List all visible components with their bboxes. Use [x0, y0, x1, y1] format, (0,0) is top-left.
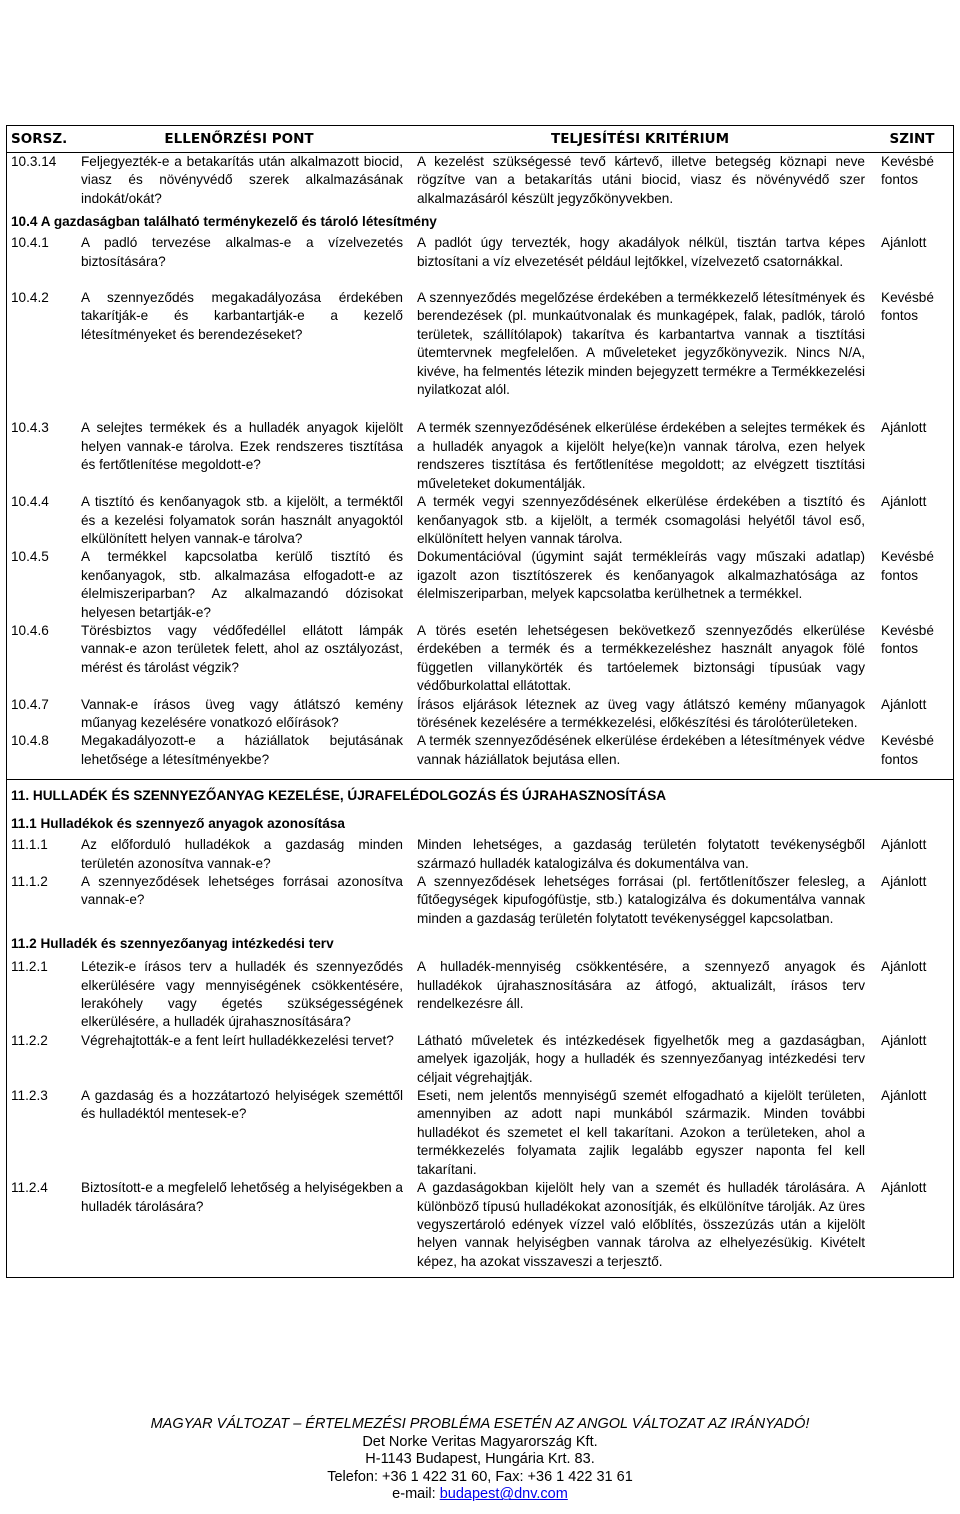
level-text: Kevésbé fontos	[881, 549, 934, 583]
column-header-number: SORSZ.	[11, 131, 68, 147]
control-point-text: A termékkel kapcsolatba kerülő tisztító és kenőanyagok, stb. alkalmazása elfogadott-e az élelmiszeriparban? Az alkalmazandó dózisokat helyesen betartják-e?	[81, 549, 403, 620]
header-middle-line: MAGYAR VERZIÓ	[421, 56, 579, 77]
table-row	[7, 873, 953, 928]
table-row	[7, 836, 953, 873]
row-number: 10.4.5	[11, 549, 49, 565]
header-left	[36, 4, 336, 79]
table-row	[7, 493, 953, 548]
criterion-text: A gazdaságokban kijelölt hely van a szemét és hulladék tárolására. A különböző típusú hulladékokat azonosítják, és elkülönítve tárolják. Az üres vegyszertároló edények vízzel való előblítés, összezúzás után a kijelölt helyen vannak helyiségben vannak tárolva az elhelyezésükig. Kivételt képez, ha azokat visszaveszi a terjesztő.	[417, 1180, 865, 1269]
rows-group	[7, 234, 953, 769]
criterion-text: A törés esetén lehetségesen bekövetkező szennyeződés elkerülése érdekében a termék és a termékkezeléshez használt anyagok fölé független villanykörték és tartóelemek biztonsági típusúak vagy védőburkolattal ellátottak.	[417, 622, 865, 694]
row-number: 10.4.7	[11, 696, 49, 712]
level-text: Ajánlott	[881, 235, 927, 251]
table-row	[7, 1087, 953, 1179]
rows-group	[7, 836, 953, 928]
header-left-line: Magyar fordítás. Készült a	[36, 6, 239, 27]
table-header	[7, 126, 953, 153]
footer-phone: Telefon: +36 1 422 31 60, Fax: +36 1 422 31 61	[327, 1468, 633, 1485]
row-number: 10.4.6	[11, 622, 49, 638]
criterion-text: Dokumentációval (úgymint saját termékleírás vagy műszaki adatlap) igazolt azon tisztítószerek és kenőanyagok alkalmazhatósága az élelmiszeriparban, melyek kapcsolatba kerülhetnek a termékkel.	[417, 549, 865, 602]
level-text: Ajánlott	[881, 1180, 927, 1196]
rows-group	[7, 958, 953, 1271]
level-text: Ajánlott	[881, 420, 927, 436]
header-right-line: Hivatkozási szám: FP 2.0 CP	[743, 5, 937, 22]
control-point-text: Vannak-e írásos üveg vagy átlátszó kemény műanyag kezelésére vonatkozó előírások?	[81, 696, 403, 730]
table-row	[7, 289, 953, 399]
criterion-text: Látható műveletek és intézkedések figyelhetők meg a gazdaságban, amelyek igazolják, hogy a hulladék és szennyezőanyag intézkedési terv céljait végrehajtják.	[417, 1032, 865, 1085]
header-right	[720, 4, 960, 85]
criterion-text: A szennyeződés megelőzése érdekében a termékkezelő létesítmények és berendezések (pl. munkaútvonalak és munkagépek, falak, padlók, tároló területek, szállítólapok) takarítva és karbantartva vannak a tisztítási ütemtervnek megfelelően. A műveleteket jegyzőkönyvezik. Nincs N/A, kivéve, ha felmentés létezik minden bejegyzett termékre a Termékkezelési nyilatkozat alól.	[417, 290, 865, 398]
criterion-text: A kezelést szükségessé tevő kártevő, illetve betegség köznapi neve rögzítve van a betakarítás utáni biocid, viasz és növényvédő szer alkalmazásáról készült jegyzőkönyvekben.	[417, 154, 865, 206]
footer-company: Det Norke Veritas Magyarország Kft.	[362, 1433, 598, 1450]
criterion-text: A termék vegyi szennyeződésének elkerülése érdekében a tisztító és kenőanyagok stb. a kijelölt, a termék csomagolási helyétől távol eső, elkülönített helyen vannak tárolva.	[417, 494, 865, 546]
table-row	[7, 548, 953, 622]
criterion-text: Minden lehetséges, a gazdaság területén folytatott tevékenységből származó hulladék katalogizálva és dokumentálva van.	[417, 837, 865, 871]
criterion-text: A padlót úgy tervezték, hogy akadályok nélkül, tisztán tartva képes biztosítani a víz elvezetését például lejtőkkel, vízelvezető csatornákkal.	[417, 235, 865, 269]
row-number: 11.1.2	[11, 874, 48, 889]
header-middle	[350, 4, 650, 79]
header-middle-line: ÉS MEGFELELŐSÉGI KRITÉRIUMOK	[377, 21, 623, 37]
level-text: Ajánlott	[881, 874, 927, 889]
page-footer	[0, 1416, 960, 1504]
footer-email-line	[0, 1486, 960, 1504]
header-middle-line: ELLENŐRZÉSI PONTOK	[413, 4, 587, 21]
table-row	[7, 958, 953, 1032]
row-number: 10.4.1	[11, 235, 49, 251]
control-point-text: Létezik-e írásos terv a hulladék és szennyeződés elkerülésére vagy mennyiségének csökkentésére, lerakóhely vagy égetés szükségességének elkerülésére, a hulladék újrahasznosítására?	[81, 959, 403, 1030]
table-row	[7, 419, 953, 493]
level-text: Kevésbé fontos	[881, 733, 934, 767]
control-point-text: A padló tervezése alkalmas-e a vízelvezetés biztosítására?	[81, 235, 403, 269]
control-point-text: A gazdaság és a hozzátartozó helyiségek szeméttől és hulladéktól mentesek-e?	[81, 1088, 403, 1122]
row-number: 11.2.4	[11, 1180, 48, 1196]
subsection-heading: 11.1 Hulladékok és szennyező anyagok azonosítása	[11, 815, 345, 831]
row-number: 11.2.3	[11, 1088, 48, 1104]
header-left-line: megbízásából oktatási célra	[36, 56, 246, 77]
column-header-control-point: ELLENŐRZÉSI PONT	[164, 131, 314, 147]
level-text: Ajánlott	[881, 959, 927, 975]
table-row	[7, 696, 953, 733]
footer-disclaimer: MAGYAR VÁLTOZAT – ÉRTELMEZÉSI PROBLÉMA ESETÉN AZ ANGOL VÁLTOZAT AZ IRÁNYADÓ!	[150, 1416, 810, 1432]
footer-address: H-1143 Budapest, Hungária Krt. 83.	[365, 1451, 595, 1468]
criterion-text: Írásos eljárások léteznek az üveg vagy átlátszó kemény műanyagok törésének kezelésére a termékkezelési, előkészítési és tárolóterületeken.	[417, 696, 865, 730]
criterion-text: A hulladék-mennyiség csökkentésére, a szennyező anyagok és hulladékok újrahasznosítására az átfogó, aktualizált, írásos terv rendelkezésre áll.	[417, 959, 865, 1012]
criterion-text: A szennyeződések lehetséges forrásai (pl. fertőtlenítőszer felesleg, a fűtőegységek kipufogófüstje, stb.) katalogizálva és dokumentálva vannak minden a gazdaság területén folytatott tevékenységgel kapcsolatban.	[417, 874, 865, 926]
row-number: 11.1.1	[11, 837, 48, 853]
row-number: 10.4.3	[11, 420, 49, 436]
table-row	[7, 732, 953, 769]
level-text: Kevésbé fontos	[881, 622, 934, 657]
level-text: Kevésbé fontos	[881, 154, 934, 188]
control-point-text: Feljegyezték-e a betakarítás után alkalmazott biocid, viasz és növényvédő szerek alkalmazásának indokát/okát?	[81, 154, 403, 206]
table-row	[7, 622, 953, 696]
header-right-line: Oldalszám: 19/25	[772, 62, 908, 83]
header-right-line: Verzió: 2.0 2004. január	[760, 24, 920, 41]
header-left-line: DNV Magyarország Kft.	[36, 31, 236, 52]
level-text: Ajánlott	[881, 494, 927, 510]
control-point-text: A tisztító és kenőanyagok stb. a kijelölt, a terméktől és a kezelési folyamatok során használt anyagoktól elkülönített helyen vannak-e tárolva?	[81, 494, 403, 546]
checklist-table	[6, 125, 954, 1278]
table-row	[7, 234, 953, 271]
table-row	[7, 1032, 953, 1087]
control-point-text: Biztosított-e a megfelelő lehetőség a helyiségekben a hulladék tárolására?	[81, 1180, 403, 1214]
control-point-text: A szennyeződések lehetséges forrásai azonosítva vannak-e?	[81, 874, 403, 908]
row-number: 11.2.1	[11, 959, 48, 975]
header-right-line: Fejezet: CPCC	[789, 43, 891, 60]
criterion-text: Eseti, nem jelentős mennyiségű szemét elfogadható a kijelölt területen, amennyiben az adott napi munkából származik. Minden további hulladékot és szemetet el kell takarítani. Azokon a területeken, ahol a termékkezelés folyamata zajlik legalább egyszer naponta fel kell takarítani.	[417, 1088, 865, 1177]
level-text: Ajánlott	[881, 1088, 927, 1104]
row-number: 10.4.4	[11, 494, 49, 510]
column-header-level: SZINT	[889, 131, 935, 147]
section-heading: 10.4 A gazdaságban található terménykezelő és tároló létesítmény	[11, 213, 437, 229]
column-header-criterion: TELJESÍTÉSI KRITÉRIUM	[550, 131, 730, 147]
level-text: Ajánlott	[881, 1032, 927, 1048]
control-point-text: Törésbiztos vagy védőfedéllel ellátott lámpák vannak-e azon területek felett, ahol az osztályozást, mérést és tárolást végzik?	[81, 622, 403, 675]
section-heading: 11. HULLADÉK ÉS SZENNYEZŐANYAG KEZELÉSE, ÚJRAFELÉDOLGOZÁS ÉS ÚJRAHASZNOSÍTÁSA	[7, 779, 953, 810]
email-link[interactable]: budapest@dnv.com	[439, 1486, 568, 1503]
criterion-text: A termék szennyeződésének elkerülése érdekében a létesítmények védve vannak háziállatok bejutása ellen.	[417, 733, 865, 767]
row-number: 10.4.2	[11, 290, 49, 306]
level-text: Ajánlott	[881, 837, 927, 853]
subsection-heading: 11.2 Hulladék és szennyezőanyag intézkedési terv	[11, 935, 334, 951]
table-row	[7, 153, 953, 208]
control-point-text: A szennyeződés megakadályozása érdekében takarítják-e és karbantartják-e a kezelő létesítményeket és berendezéseket?	[81, 290, 403, 342]
control-point-text: A selejtes termékek és a hulladék anyagok kijelölt helyen vannak-e tárolva. Ezek rendszeres tisztítása és fertőtlenítése megoldott-e?	[81, 420, 403, 473]
level-text: Kevésbé fontos	[881, 290, 934, 324]
header-middle-line: GYÜMÖLCSÖK ÉS ZÖLDSÉGEK	[392, 38, 608, 54]
control-point-text: Végrehajtották-e a fent leírt hulladékkezelési tervet?	[81, 1032, 394, 1048]
row-number: 10.4.8	[11, 733, 49, 749]
control-point-text: Az előforduló hulladékok a gazdaság minden területén azonosítva vannak-e?	[81, 837, 403, 871]
rows-group	[7, 153, 953, 208]
page-header	[0, 0, 960, 84]
criterion-text: A termék szennyeződésének elkerülése érdekében a selejtes termékek és a hulladék anyagok a kijelölt helye(ke)n vannak tárolva, ezen helyek rendszeres tisztítása és fertőtlenítése megoldott; az elvégzett tisztítási műveleteket dokumentálják.	[417, 420, 865, 491]
footer-email-prefix: e-mail:	[392, 1486, 440, 1503]
table-row	[7, 1179, 953, 1271]
row-number: 10.3.14	[11, 154, 57, 169]
level-text: Ajánlott	[881, 696, 927, 712]
row-number: 11.2.2	[11, 1032, 48, 1048]
control-point-text: Megakadályozott-e a háziállatok bejutásának lehetősége a létesítményekbe?	[81, 733, 403, 767]
